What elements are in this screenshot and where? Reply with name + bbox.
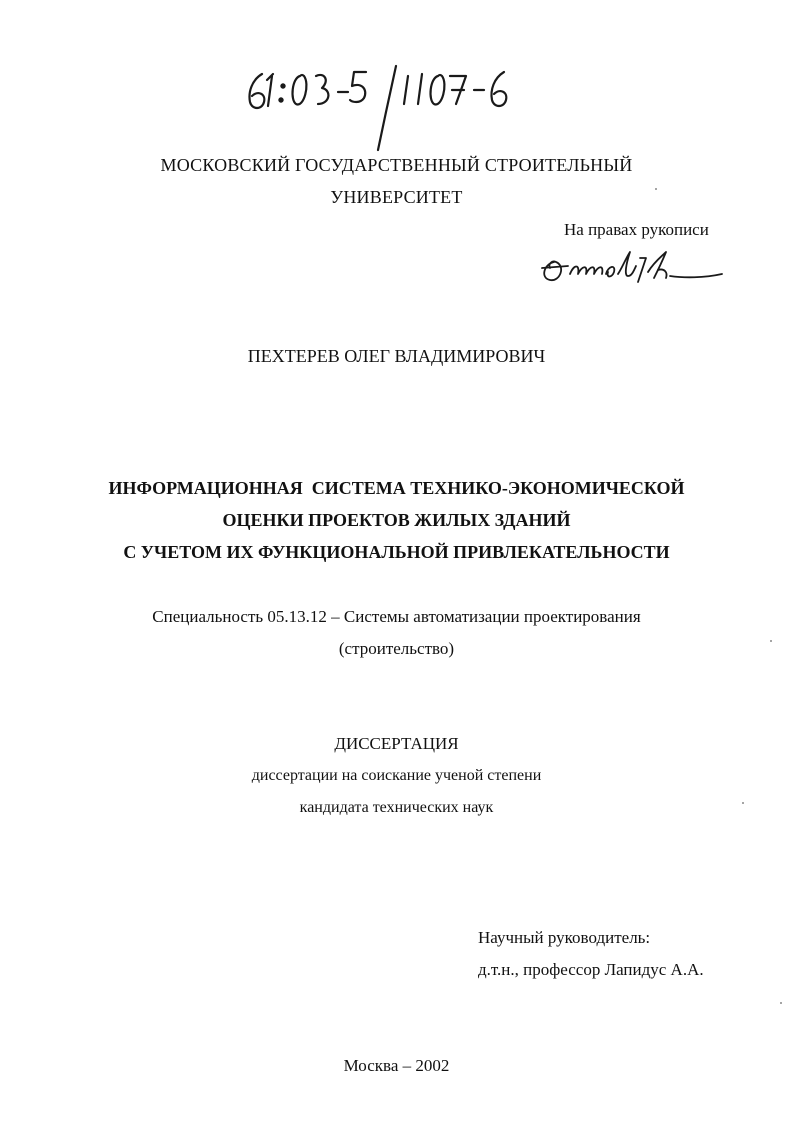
manuscript-rights: На правах рукописи (564, 220, 709, 239)
supervisor-label: Научный руководитель: (478, 928, 651, 947)
dissertation-title-line1: ИНФОРМАЦИОННАЯ СИСТЕМА ТЕХНИКО-ЭКОНОМИЧЕСКОЙ (108, 478, 685, 498)
document-type-heading: ДИССЕРТАЦИЯ (334, 734, 459, 753)
university-name-line1: МОСКОВСКИЙ ГОСУДАРСТВЕННЫЙ СТРОИТЕЛЬНЫЙ (160, 155, 633, 175)
author-name: ПЕХТЕРЕВ ОЛЕГ ВЛАДИМИРОВИЧ (247, 346, 546, 366)
scan-speck (780, 1002, 782, 1004)
degree-line2: кандидата технических наук (299, 799, 494, 816)
dissertation-title-line2: ОЦЕНКИ ПРОЕКТОВ ЖИЛЫХ ЗДАНИЙ (222, 510, 571, 530)
dissertation-title-line3: С УЧЕТОМ ИХ ФУНКЦИОНАЛЬНОЙ ПРИВЛЕКАТЕЛЬНОСТИ (123, 542, 670, 562)
specialty-line2: (строительство) (338, 639, 455, 658)
degree-line1: диссертации на соискание ученой степени (251, 767, 542, 784)
author-signature (536, 248, 726, 288)
specialty-line1: Специальность 05.13.12 – Системы автоматизации проектирования (152, 607, 641, 626)
supervisor-name: д.т.н., профессор Лапидус А.А. (478, 960, 704, 979)
scan-speck (655, 188, 657, 190)
scan-speck (770, 640, 772, 642)
scan-speck (742, 802, 744, 804)
university-name-line2: УНИВЕРСИТЕТ (330, 187, 463, 207)
handwritten-archive-number (238, 58, 538, 158)
city-year: Москва – 2002 (343, 1056, 450, 1075)
